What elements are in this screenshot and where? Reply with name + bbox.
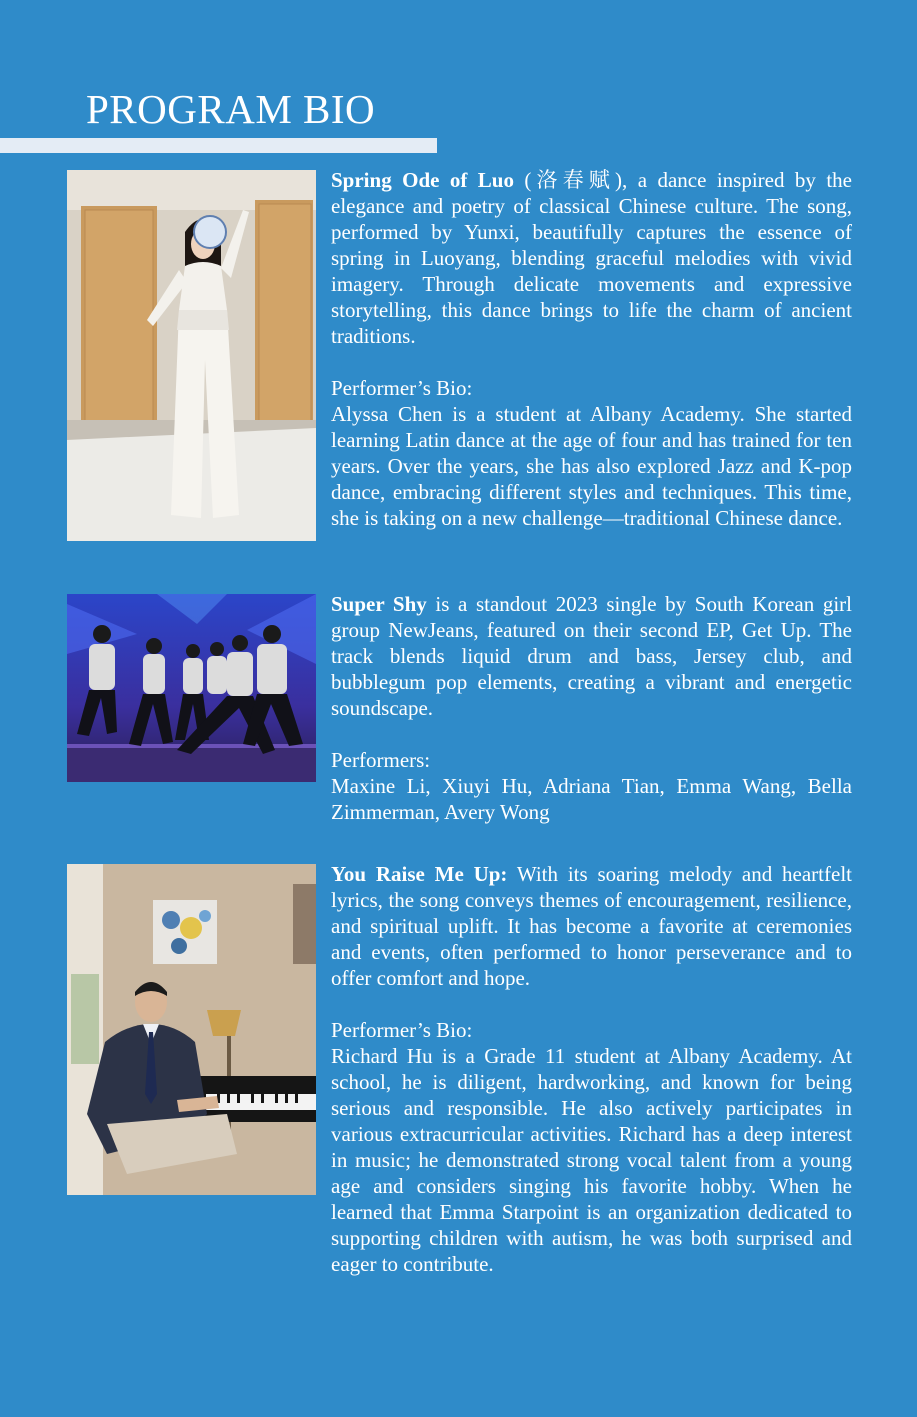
performers-heading: Performers: <box>331 748 431 772</box>
section-description <box>331 167 852 349</box>
section-title: You Raise Me Up: <box>331 862 508 886</box>
dance-group-photo <box>67 594 316 782</box>
section-description-text: (洛春赋), a dance inspired by the elegance and poetry of classical Chinese culture. The song, performed by Yunxi, beautifully captures the essence of spring in Luoyang, blending graceful melodies with vivid imagery. Through delicate movements and expressive storytelling, this dance brings to life the charm of ancient traditions. <box>331 168 852 348</box>
dancer-photo <box>67 170 316 541</box>
singer-photo <box>67 864 316 1195</box>
title-divider <box>0 138 437 153</box>
performer-heading: Performer’s Bio: <box>331 1018 473 1042</box>
performer-heading: Performer’s Bio: <box>331 376 473 400</box>
performers-list: Maxine Li, Xiuyi Hu, Adriana Tian, Emma Wang, Bella Zimmerman, Avery Wong <box>331 774 852 824</box>
section-title: Super Shy <box>331 592 427 616</box>
page-title: PROGRAM BIO <box>86 86 376 132</box>
section-description <box>331 591 852 721</box>
performer-bio: Alyssa Chen is a student at Albany Academy. She started learning Latin dance at the age of four and has trained for ten years. Over the years, she has also explored Jazz and K-pop dance, embracing different styles and techniques. This time, she is taking on a new challenge—traditional Chinese dance. <box>331 402 852 530</box>
section-spring-ode <box>331 167 852 531</box>
section-you-raise-me-up <box>331 861 852 1277</box>
section-description <box>331 861 852 991</box>
performer-bio: Richard Hu is a Grade 11 student at Albany Academy. At school, he is diligent, hardworking, and known for being serious and responsible. He also actively participates in various extracurricular activities. Richard has a deep interest in music; he demonstrated strong vocal talent from a young age and considers singing his favorite hobby. When he learned that Emma Starpoint is an organization dedicated to supporting children with autism, he was both surprised and eager to contribute. <box>331 1044 852 1276</box>
section-super-shy <box>331 591 852 825</box>
section-description-text: is a standout 2023 single by South Korean girl group NewJeans, featured on their second EP, Get Up. The track blends liquid drum and bass, Jersey club, and bubblegum pop elements, creating a vibrant and energetic soundscape. <box>331 592 852 720</box>
section-description-text: With its soaring melody and heartfelt lyrics, the song conveys themes of encouragement, resilience, and spiritual uplift. It has become a favorite at ceremonies and events, often performed to honor perseverance and to offer comfort and hope. <box>331 862 852 990</box>
section-title: Spring Ode of Luo <box>331 168 514 192</box>
